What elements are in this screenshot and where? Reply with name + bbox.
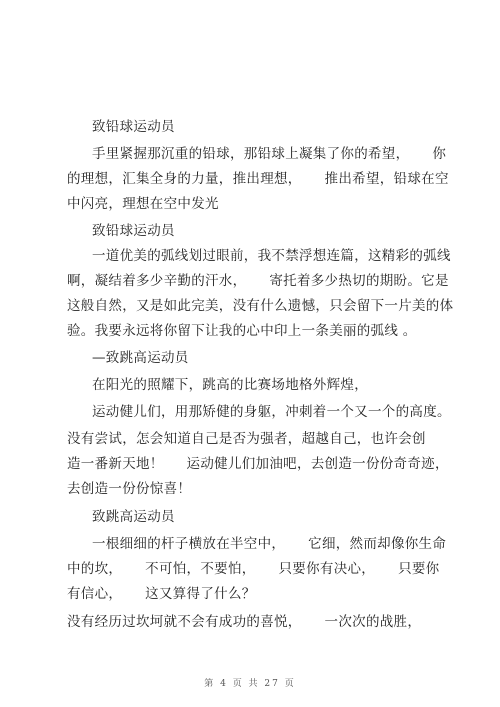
paragraph-line: 一根细细的杆子横放在半空中， 它细，然而却像你生命 — [92, 536, 447, 552]
paragraph-line: 的理想，汇集全身的力量，推出理想， 推出希望，铅球在空 — [67, 171, 449, 187]
page-number-footer: 第 4 页 共 27 页 — [204, 679, 296, 689]
paragraph-line: 验。我要永远将你留下让我的心中印上一条美丽的弧线 。 — [67, 323, 417, 339]
paragraph-line: 有信心， 这又算得了什么？ — [67, 586, 256, 602]
paragraph-line: 手里紧握那沉重的铅球，那铅球上凝集了你的希望， 你 — [92, 146, 447, 162]
heading-shot-put-1: 致铅球运动员 — [92, 119, 175, 135]
heading-high-jump-1: —致跳高运动员 — [92, 350, 189, 366]
paragraph-line: 这般自然，又是如此完美，没有什么遗憾，只会留下一片美的体 — [67, 298, 454, 314]
heading-shot-put-2: 致铅球运动员 — [92, 223, 175, 239]
paragraph-line: 没有经历过坎坷就不会有成功的喜悦， 一次次的战胜， — [67, 614, 422, 630]
paragraph-line: 中的坎， 不可怕，不要怕， 只要你有决心， 只要你 — [67, 561, 440, 577]
paragraph-line: 中闪亮，理想在空中发光 — [67, 196, 219, 212]
paragraph-line: 啊，凝结着多少辛勤的汗水， 寄托着多少热切的期盼。它是 — [67, 273, 449, 289]
paragraph-line: 在阳光的照耀下，跳高的比赛场地格外辉煌， — [92, 377, 368, 393]
paragraph-line: 没有尝试，怎会知道自己是否为强者，超越自己，也许会创 — [67, 431, 426, 447]
paragraph-line: 一道优美的弧线划过眼前，我不禁浮想连篇，这精彩的弧线 — [92, 248, 451, 264]
paragraph-line: 去创造一份份惊喜！ — [67, 481, 192, 497]
paragraph-line: 运动健儿们，用那矫健的身躯，冲刺着一个又一个的高度。 — [92, 404, 451, 420]
heading-high-jump-2: 致跳高运动员 — [92, 509, 175, 525]
paragraph-line: 造一番新天地！ 运动健儿们加油吧，去创造一份份奇奇迹， — [67, 456, 449, 472]
